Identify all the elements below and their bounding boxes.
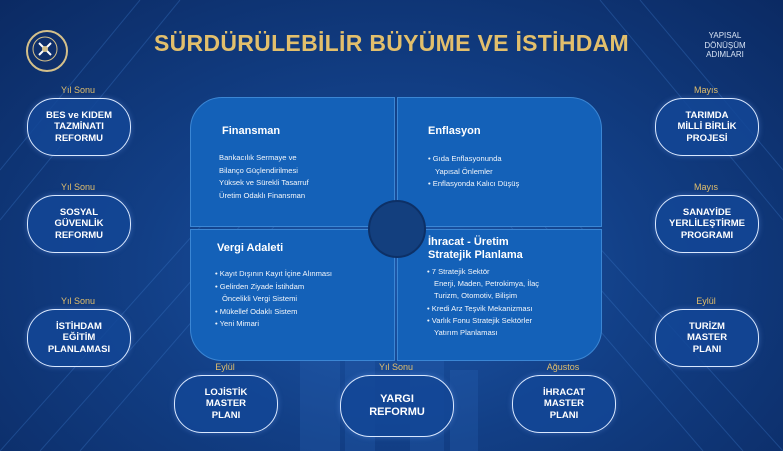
tagline: YAPISAL DÖNÜŞÜM ADIMLARI	[704, 31, 746, 59]
ihracat-title: İhracat - Üretim Stratejik Planlama	[428, 236, 523, 261]
quadrant-ihracat-uretim	[397, 229, 602, 361]
bottom-2-label: Yıl Sonu	[378, 362, 414, 372]
left-2-label: Yıl Sonu	[60, 182, 96, 192]
quadrant-finansman	[190, 97, 395, 227]
ihracat-list: • 7 Stratejik Sektör Enerji, Maden, Petrokimya, İlaç Turizm, Otomotiv, Bilişim • Kredi Arz Teşvik Mekanizması • Varlık Fonu Stratejik Sektörler Yatırım Planlaması	[427, 267, 540, 338]
turizm-master-plan-pill: TURİZM MASTER PLANI	[655, 309, 759, 367]
quadrant-vergi-adaleti	[190, 229, 395, 361]
yargi-reform-pill: YARGI REFORMU	[340, 375, 454, 437]
sosyal-guvenlik-reform-pill: SOSYAL GÜVENLİK REFORMU	[27, 195, 131, 253]
page-title: SÜRDÜRÜLEBİLİR BÜYÜME VE İSTİHDAM	[153, 30, 630, 56]
left-3-label: Yıl Sonu	[60, 296, 96, 306]
center-hub	[368, 200, 426, 258]
ihracat-master-plan-pill: İHRACAT MASTER PLANI	[512, 375, 616, 433]
left-1-label: Yıl Sonu	[60, 85, 96, 95]
finansman-title: Finansman	[222, 125, 281, 137]
istihdam-egitim-pill: İSTİHDAM EĞİTİM PLANLAMASI	[27, 309, 131, 367]
lojistik-master-plan-pill: LOJİSTİK MASTER PLANI	[174, 375, 278, 433]
bottom-3-label: Ağustos	[546, 362, 580, 372]
right-3-label: Eylül	[696, 296, 716, 306]
enflasyon-title: Enflasyon	[428, 125, 481, 137]
finansman-list: Bankacılık Sermaye ve Bilanço Güçlendirilmesi Yüksek ve Sürekli Tasarruf Üretim Odaklı Finansman	[219, 153, 309, 200]
vergi-list: • Kayıt Dışının Kayıt İçine Alınması • Gelirden Ziyade İstihdam Öncelikli Vergi Sistemi • Mükellef Odaklı Sistem • Yeni Mimari	[215, 269, 333, 328]
bes-kidem-reform-pill: BES ve KIDEM TAZMİNATI REFORMU	[27, 98, 131, 156]
right-2-label: Mayıs	[693, 182, 718, 192]
enflasyon-list: • Gıda Enflasyonunda Yapısal Önlemler • Enflasyonda Kalıcı Düşüş	[428, 154, 520, 188]
right-1-label: Mayıs	[693, 85, 718, 95]
bottom-1-label: Eylül	[215, 362, 235, 372]
center-panel	[190, 97, 600, 359]
sanayi-yerlilestirme-pill: SANAYİDE YERLİLEŞTİRME PROGRAMI	[655, 195, 759, 253]
quadrant-enflasyon	[397, 97, 602, 227]
vergi-title: Vergi Adaleti	[217, 242, 284, 254]
tarim-milli-birlik-pill: TARIMDA MİLLİ BİRLİK PROJESİ	[655, 98, 759, 156]
